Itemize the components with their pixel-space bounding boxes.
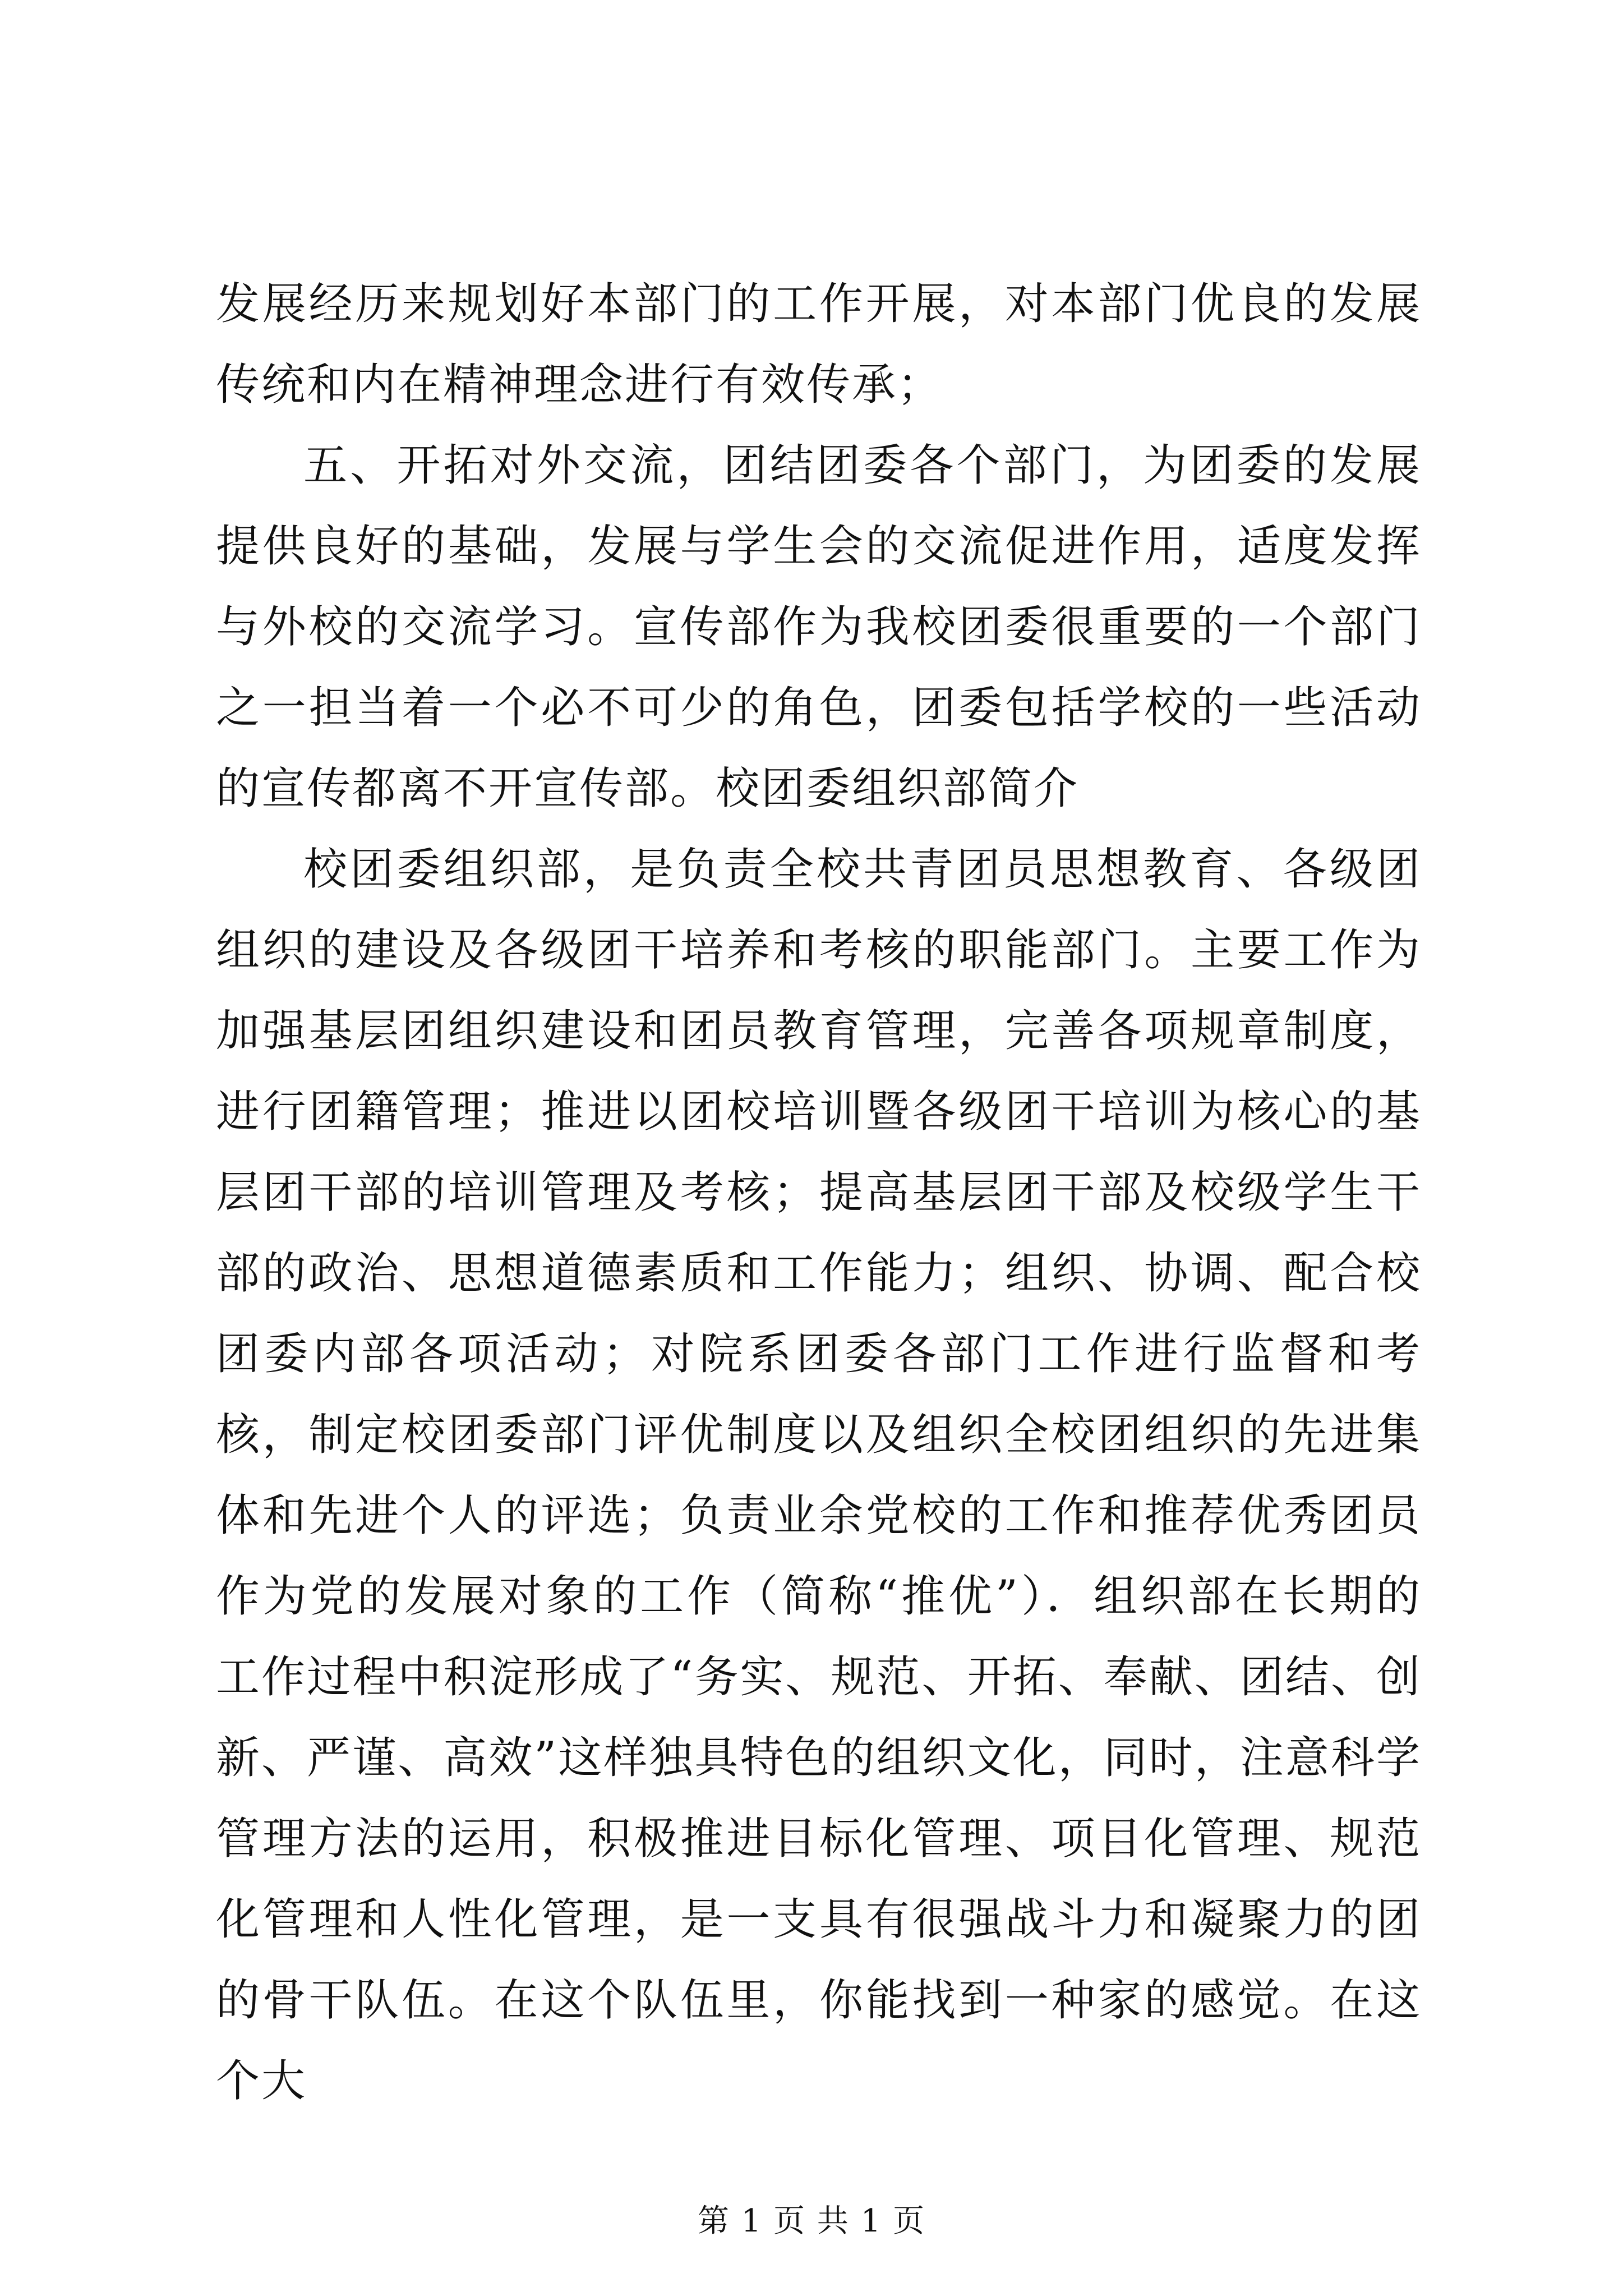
paragraph-organization-intro: 校团委组织部，是负责全校共青团员思想教育、各级团组织的建设及各级团干培养和考核的职能部门。主要工作为加强基层团组织建设和团员教育管理，完善各项规章制度，进行团籍管理；推进以团校培训暨各级团干培训为核心的基层团干部的培训管理及考核；提高基层团干部及校级学生干部的政治、思想道德素质和工作能力；组织、协调、配合校团委内部各项活动；对院系团委各部门工作进行监督和考核，制定校团委部门评优制度以及组织全校团组织的先进集体和先进个人的评选；负责业余党校的工作和推荐优秀团员作为党的发展对象的工作（简称“推优”）．组织部在长期的工作过程中积淀形成了“务实、规范、开拓、奉献、团结、创新、严谨、高效”这样独具特色的组织文化，同时，注意科学管理方法的运用，积极推进目标化管理、项目化管理、规范化管理和人性化管理，是一支具有很强战斗力和凝聚力的团的骨干队伍。在这个队伍里，你能找到一种家的感觉。在这个大	[216, 844, 1422, 2106]
page-footer: 第 1 页 共 1 页	[697, 2203, 926, 2239]
paragraph-continuation: 发展经历来规划好本部门的工作开展，对本部门优良的发展传统和内在精神理念进行有效传承；	[216, 279, 1422, 410]
document-body	[216, 264, 1422, 2122]
paragraph-item-five: 五、开拓对外交流，团结团委各个部门，为团委的发展提供良好的基础，发展与学生会的交流促进作用，适度发挥与外校的交流学习。宣传部作为我校团委很重要的一个部门之一担当着一个必不可少的角色，团委包括学校的一些活动的宣传都离不开宣传部。校团委组织部简介	[216, 440, 1422, 814]
